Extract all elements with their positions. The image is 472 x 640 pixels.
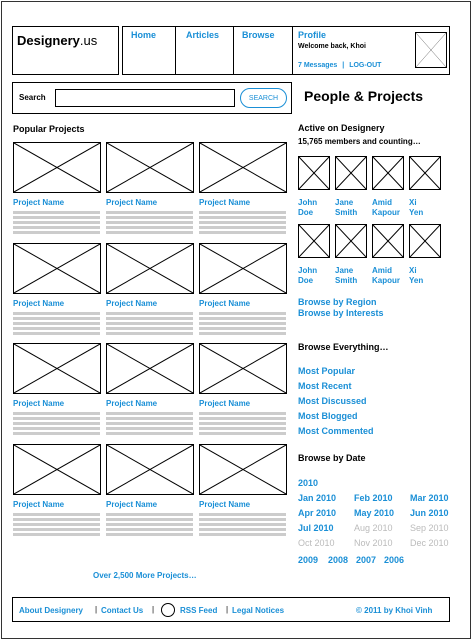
nav-divider [233,27,234,74]
project-description [199,211,286,236]
image-placeholder-icon [373,157,403,189]
footer-separator: | [95,605,98,614]
browse-everything-link[interactable]: Most Recent [298,381,352,391]
member-avatar[interactable] [298,156,330,190]
project-name-link[interactable]: Project Name [13,198,65,207]
member-name-link[interactable] [298,266,334,286]
project-name-link[interactable]: Project Name [106,299,158,308]
image-placeholder-icon [416,33,446,67]
image-placeholder-icon [107,244,193,293]
project-thumbnail[interactable] [199,142,287,193]
project-description [13,513,100,538]
browse-everything-link[interactable]: Most Discussed [298,396,367,406]
image-placeholder-icon [107,344,193,393]
member-avatar[interactable] [372,224,404,258]
member-avatar[interactable] [335,156,367,190]
member-first-name: Xi [409,266,417,275]
month-link: Dec 2010 [410,538,449,548]
project-description [13,211,100,236]
month-link[interactable]: Jul 2010 [298,523,334,533]
logo-tld: .us [79,33,98,48]
nav-divider [175,27,176,74]
member-first-name: John [298,266,318,275]
footer-rss-link[interactable]: RSS Feed [180,606,218,615]
image-placeholder-icon [200,143,286,192]
copyright: © 2011 by Khoi Vinh [356,606,433,615]
project-name-link[interactable]: Project Name [199,399,251,408]
project-name-link[interactable]: Project Name [106,500,158,509]
member-last-name: Kapour [372,276,400,285]
image-placeholder-icon [107,143,193,192]
image-placeholder-icon [14,244,100,293]
image-placeholder-icon [14,344,100,393]
project-name-link[interactable]: Project Name [13,299,65,308]
member-name-link[interactable] [335,198,371,218]
member-avatar[interactable] [409,156,441,190]
welcome-text: Welcome back, Khoi [298,43,366,50]
project-description [199,312,286,337]
browse-everything-heading: Browse Everything… [298,342,389,352]
month-link[interactable]: Jun 2010 [410,508,449,518]
member-first-name: Amid [372,266,392,275]
project-thumbnail[interactable] [199,243,287,294]
member-name-link[interactable] [409,266,445,286]
messages-link[interactable]: 7 Messages [298,62,338,69]
browse-everything-link[interactable]: Most Popular [298,366,356,376]
project-name-link[interactable]: Project Name [199,198,251,207]
project-name-link[interactable]: Project Name [106,399,158,408]
project-description [13,312,100,337]
member-name-link[interactable] [298,198,334,218]
image-placeholder-icon [200,445,286,494]
month-link: Aug 2010 [354,523,393,533]
site-logo[interactable] [17,33,97,48]
account-links [298,62,381,69]
footer-contact-link[interactable]: Contact Us [101,606,144,615]
image-placeholder-icon [14,143,100,192]
browse-interests-link[interactable]: Browse by Interests [298,308,384,318]
project-name-link[interactable]: Project Name [13,399,65,408]
footer [12,597,450,622]
member-last-name: Yen [409,276,424,285]
month-link[interactable]: Jan 2010 [298,493,337,503]
member-name-link[interactable] [372,266,408,286]
member-first-name: Xi [409,198,417,207]
project-thumbnail[interactable] [106,444,194,495]
member-first-name: Amid [372,198,392,207]
member-last-name: Smith [335,276,358,285]
search-input[interactable] [55,89,235,107]
project-name-link[interactable]: Project Name [199,500,251,509]
month-link: Oct 2010 [298,538,335,548]
image-placeholder-icon [336,157,366,189]
member-last-name: Smith [335,208,358,217]
year-link[interactable]: 2008 [328,555,349,565]
search-button[interactable]: SEARCH [240,88,287,108]
project-description [199,513,286,538]
member-last-name: Doe [298,208,314,217]
month-link[interactable]: May 2010 [354,508,395,518]
year-link[interactable]: 2006 [384,555,405,565]
image-placeholder-icon [373,225,403,257]
image-placeholder-icon [107,445,193,494]
year-link[interactable]: 2007 [356,555,377,565]
member-avatar[interactable] [335,224,367,258]
project-name-link[interactable]: Project Name [106,198,158,207]
member-last-name: Doe [298,276,314,285]
member-first-name: John [298,198,318,207]
image-placeholder-icon [200,244,286,293]
browse-everything-link[interactable]: Most Commented [298,426,374,436]
member-avatar[interactable] [409,224,441,258]
browse-region-link[interactable]: Browse by Region [298,297,377,307]
nav-articles[interactable]: Articles [186,30,220,40]
project-description [106,211,193,236]
more-projects-link[interactable]: Over 2,500 More Projects… [93,571,197,580]
image-placeholder-icon [14,445,100,494]
logout-link[interactable]: LOG-OUT [349,62,382,69]
project-description [106,312,193,337]
nav-browse[interactable]: Browse [242,30,275,40]
image-placeholder-icon [299,157,329,189]
browse-everything-link[interactable]: Most Blogged [298,411,358,421]
image-placeholder-icon [336,225,366,257]
month-link: Nov 2010 [354,538,393,548]
logo-main: Designery [17,33,80,48]
active-heading: Active on Designery [298,123,385,133]
search-label: Search [19,93,46,102]
member-first-name: Jane [335,198,354,207]
image-placeholder-icon [200,344,286,393]
month-link[interactable]: Apr 2010 [298,508,337,518]
footer-about-link[interactable]: About Designery [19,606,84,615]
nav-divider [292,27,293,74]
nav-home[interactable]: Home [131,30,157,40]
logo-box[interactable] [12,26,119,75]
member-name-link[interactable] [335,266,371,286]
month-link: Sep 2010 [410,523,449,533]
project-thumbnail[interactable] [13,142,101,193]
project-thumbnail[interactable] [13,444,101,495]
separator: | [342,62,345,69]
project-thumbnail[interactable] [106,343,194,394]
section-title: People & Projects [304,88,424,104]
year-link[interactable]: 2009 [298,555,319,565]
members-count: 15,765 members and counting… [298,137,421,146]
image-placeholder-icon [410,157,440,189]
browse-date-heading: Browse by Date [298,453,366,463]
member-avatar[interactable] [372,156,404,190]
project-thumbnail[interactable] [13,243,101,294]
project-thumbnail[interactable] [106,142,194,193]
member-name-link[interactable] [409,198,445,218]
month-link[interactable]: Feb 2010 [354,493,393,503]
image-placeholder-icon [299,225,329,257]
rss-icon[interactable] [161,603,175,617]
project-description [199,412,286,437]
footer-separator: | [226,605,229,614]
popular-projects-heading: Popular Projects [13,124,85,134]
avatar[interactable] [415,32,447,68]
project-thumbnail[interactable] [199,343,287,394]
month-link[interactable]: Mar 2010 [410,493,449,503]
footer-legal-link[interactable]: Legal Notices [232,606,285,615]
member-name-link[interactable] [372,198,408,218]
member-last-name: Kapour [372,208,400,217]
project-thumbnail[interactable] [13,343,101,394]
image-placeholder-icon [410,225,440,257]
project-name-link[interactable]: Project Name [13,500,65,509]
member-first-name: Jane [335,266,354,275]
nav-profile[interactable]: Profile [298,30,327,40]
member-last-name: Yen [409,208,424,217]
project-description [13,412,100,437]
search-bar [12,82,292,114]
project-name-link[interactable]: Project Name [199,299,251,308]
project-description [106,513,193,538]
project-thumbnail[interactable] [199,444,287,495]
top-nav [122,26,450,75]
footer-separator: | [152,605,155,614]
year-link-2010[interactable]: 2010 [298,478,319,488]
project-description [106,412,193,437]
project-thumbnail[interactable] [106,243,194,294]
member-avatar[interactable] [298,224,330,258]
